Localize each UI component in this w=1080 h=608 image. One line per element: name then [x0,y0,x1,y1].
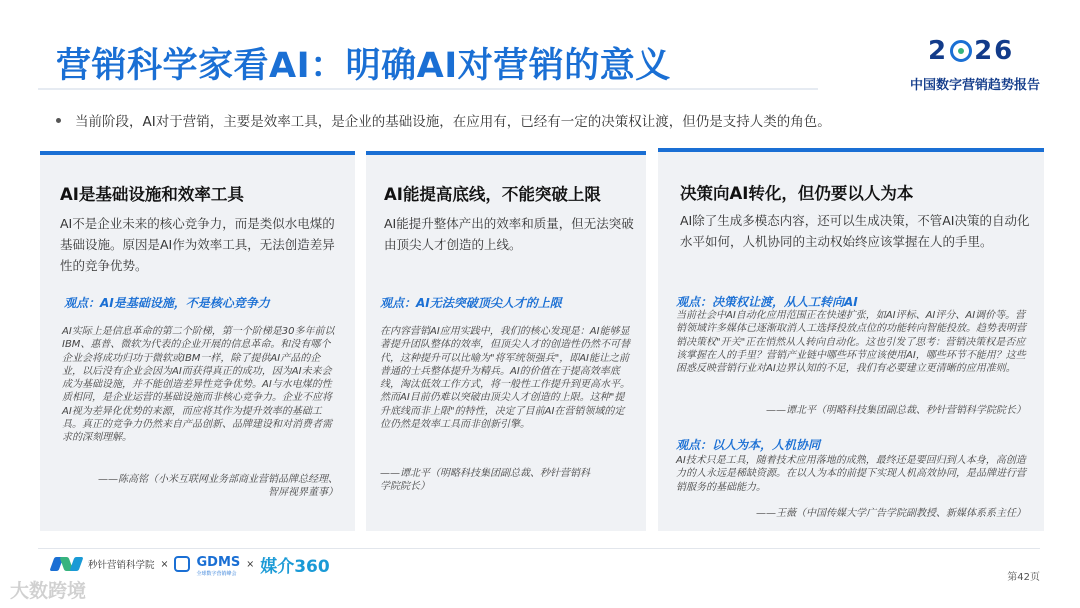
viewpoint-2-author: ——王薇（中国传媒大学广告学院副教授、新媒体系系主任） [756,508,1026,519]
summary-text: 当前阶段，AI对于营销，主要是效率工具，是企业的基础设施，在应用有，已经有一定的决策权让渡，但仍是支持人类的角色。 [75,114,831,130]
watermark: 大数跨境 [10,580,87,602]
card-title: 决策向AI转化，但仍要以人为本 [680,184,914,203]
logo-digit-a: 2 [928,36,949,66]
separator-x-2: × [246,558,255,570]
author-line-2: 智屏视界董事） [268,487,338,499]
page-number: 第42页 [1007,572,1040,583]
brand-gdms [196,551,240,577]
summary-bullet [56,110,831,130]
viewpoint-body: AI实际上是信息革命的第二个阶梯，第一个阶梯是30多年前以IBM、惠普、微软为代表的企业开展的信息革命。和没有哪个企业会将成功归功于微软或IBM一样，除了提供AI产品的企业，以后没有企业会因为AI而获得真正的成功，因为AI未来会成为基础设施，并不能创造差异性竞争优势。AI与水电煤的性质相同，是企业运营的基础设施而非核心竞争力。企业不应将AI视为差异化优势的来源，而应将其作为提升效率的基础工具。真正的竞争力仍然来自产品创新、品牌建设和对消费者需求的深刻理解。 [62,326,335,444]
bullet-dot-icon [56,118,61,123]
author-line-1: ——谭北平（明略科技集团副总裁、秒针营销科 [380,468,590,479]
separator-x: × [160,558,169,570]
gdms-logo-icon [174,556,190,572]
viewpoint-author [380,467,630,494]
report-name: 中国数字营销趋势报告 [909,78,1040,93]
card-description: AI不是企业未来的核心竞争力，而是类似水电煤的基础设施。原因是AI作为效率工具，无法创造差异性的竞争优势。 [60,216,335,273]
card-title: AI能提高底线，不能突破上限 [384,185,601,204]
author-line-1: ——陈高铭（小米互联网业务部商业营销品牌总经理、 [98,474,338,485]
viewpoint-2-body: AI技术只是工具，随着技术应用落地的成熟，最终还是要回归到人本身，高创造力的人永远是稀缺资源。在以人为本的前提下实现人机高效协同，是品牌进行营销服务的基础能力。 [676,455,1026,493]
card-baseline [366,151,646,531]
card-title: AI是基础设施和效率工具 [60,185,244,204]
viewpoint-title: 观点：AI无法突破顶尖人才的上限 [380,296,562,310]
author-line-2: 学院院长） [380,481,430,493]
viewpoint-body: 当前社会中AI自动化应用范围正在快速扩张，如AI评标、AI评分、AI调价等。营销领域许多媒体已逐渐取消人工选择投放点位的功能转向智能投放。趋势表明营销决策权"开关"正在悄然从人转向自动化。这也引发了思考：营销决策权是否应该掌握在人的手里？营销产业链中哪些环节应该使用AI，哪些环节不能用？这些困惑反映营销行业对AI边界认知的不足，我们有必要建立更清晰的应用准则。 [676,310,1026,375]
brand-media360: 媒介360 [260,556,330,577]
footer-divider [38,548,1040,549]
logo-digit-b: 26 [974,36,1015,66]
card-infrastructure [40,151,355,531]
page-title: 营销科学家看AI：明确AI对营销的意义 [56,46,671,86]
viewpoint-author: ——谭北平（明略科技集团副总裁、秒针营销科学院院长） [766,405,1026,416]
gdms-text: GDMS [196,555,241,570]
brand-miaozhen: 秒针营销科学院 [88,560,155,571]
logo-2026 [928,36,1038,66]
card-description: AI能提升整体产出的效率和质量，但无法突破由顶尖人才创造的上线。 [384,216,634,252]
gdms-subtitle: 全球数字营销峰会 [196,571,237,577]
card-description: AI除了生成多模态内容，还可以生成决策，不管AI决策的自动化水平如何，人机协同的主动权始终应该掌握在人的手里。 [680,213,1030,249]
miaozhen-logo-icon [52,557,82,571]
viewpoint-title: 观点：决策权让渡，从人工转向AI [676,295,858,309]
footer-logos [52,555,330,577]
viewpoint-2-title: 观点：以人为本，人机协同 [676,438,821,452]
viewpoint-author [62,473,338,500]
viewpoint-body: 在内容营销AI应用实践中，我们的核心发现是：AI能够显著提升团队整体的效率，但顶尖人才的创造性仍然不可替代，这种提升可以比喻为"将军统领强兵"，即AI能让之前普通的士兵整体提升为精兵。AI的价值在于提高效率底线，淘汰低效工作方式，将一般性工作提升到更高水平。然而AI目前仍难以突破由顶尖人才创造的上限。这种"提升底线而非上限"的特性，决定了目前AI在营销领域的定位仍然是效率工具而非创新引擎。 [380,326,630,431]
logo-zero-icon [950,40,972,62]
viewpoint-title: 观点：AI是基础设施，不是核心竞争力 [64,296,270,310]
title-divider [38,88,818,90]
card-decision [658,148,1044,531]
